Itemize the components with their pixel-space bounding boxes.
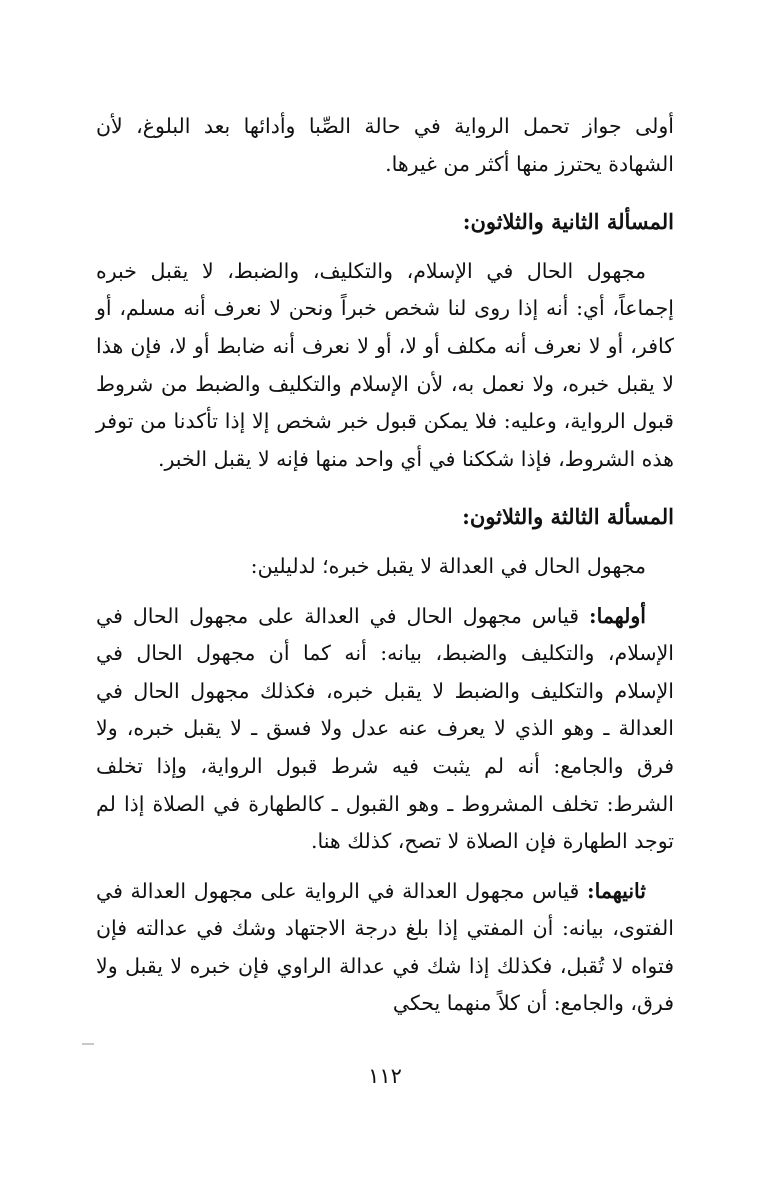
scan-mark — [82, 1043, 94, 1045]
second-evidence-text: قياس مجهول العدالة في الرواية على مجهول العدالة في الفتوى، بيانه: أن المفتي إذا بلغ درجة الاجتهاد وشك في عدالته فإن فتواه لا تُقبل، فكذلك إذا شك في عدالة الراوي فإن خبره لا يقبل ولا فرق، والجامع: أن كلاً منهما يحكي — [96, 878, 674, 1016]
section-33-intro: مجهول الحال في العدالة لا يقبل خبره؛ لدليلين: — [250, 553, 646, 578]
second-evidence-label: ثانيهما: — [587, 878, 646, 903]
page-number: ١١٢ — [368, 1064, 402, 1088]
second-evidence-paragraph — [96, 873, 674, 1023]
first-evidence-paragraph — [96, 598, 674, 861]
intro-paragraph: أولى جواز تحمل الرواية في حالة الصِّبا وأدائها بعد البلوغ، لأن الشهادة يحترز منها أكثر من غيرها. — [96, 114, 674, 176]
section-32-heading: المسألة الثانية والثلاثون: — [462, 209, 674, 235]
section-32-paragraph: مجهول الحال في الإسلام، والتكليف، والضبط، لا يقبل خبره إجماعاً، أي: أنه إذا روى لنا شخص خبراً ونحن لا نعرف أنه مسلم، أو كافر، أو لا نعرف أنه مكلف أو لا، أو لا نعرف أنه ضابط أو لا، فإن هذا لا يقبل خبره، ولا نعمل به، لأن الإسلام والتكليف والضبط من شروط قبول الرواية، وعليه: فلا يمكن قبول خبر شخص إلا إذا تأكدنا من توفر هذه الشروط، فإذا شككنا في أي واحد منها فإنه لا يقبل الخبر. — [96, 258, 674, 471]
page-body — [96, 108, 674, 1023]
first-evidence-text: قياس مجهول الحال في العدالة على مجهول الحال في الإسلام، والتكليف والضبط، بيانه: أنه كما أن مجهول الحال في الإسلام والتكليف والضبط لا يقبل خبره، فكذلك مجهول الحال في العدالة ـ وهو الذي لا يعرف عنه عدل ولا فسق ـ لا يقبل خبره، ولا فرق والجامع: أنه لم يثبت فيه شرط قبول الرواية، وإذا تخلف الشرط: تخلف المشروط ـ وهو القبول ـ كالطهارة في الصلاة إذا لم توجد الطهارة فإن الصلاة لا تصح، كذلك هنا. — [96, 603, 674, 854]
first-evidence-label: أولهما: — [589, 603, 646, 628]
section-33-heading: المسألة الثالثة والثلاثون: — [462, 504, 674, 530]
